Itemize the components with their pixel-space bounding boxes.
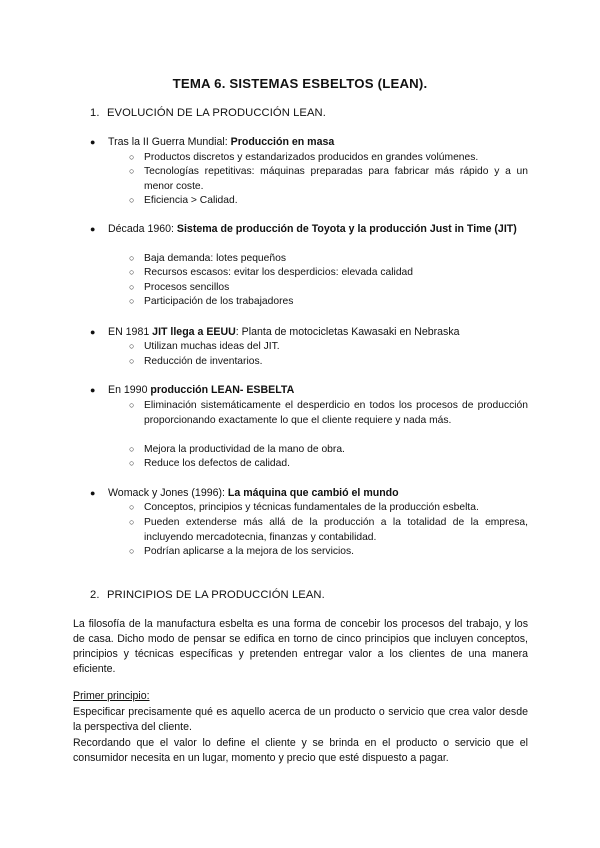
sub-item: [129, 193, 528, 208]
sub-item-text: Reduce los defectos de calidad.: [144, 458, 290, 469]
bullet-prefix: Década 1960:: [108, 223, 177, 235]
sub-item-text: Mejora la productividad de la mano de obra.: [144, 444, 345, 455]
circle-bullet-icon: ○: [129, 296, 135, 306]
bullet-bold: producción LEAN- ESBELTA: [150, 384, 295, 396]
bullet-prefix: Tras la II Guerra Mundial:: [108, 136, 231, 148]
bullet-item-womack-jones: [90, 486, 528, 501]
sub-item-text: Pueden extenderse más allá de la producción a la totalidad de la empresa, incluyendo mercadotecnia, finanzas y contabilidad.: [144, 517, 528, 543]
sub-item: [129, 544, 528, 559]
section-heading-2: [90, 589, 325, 601]
sub-item: [129, 251, 528, 266]
sub-item: [129, 442, 528, 457]
section-number: 1.: [90, 107, 100, 119]
circle-bullet-icon: ○: [129, 444, 135, 454]
circle-bullet-icon: ○: [129, 400, 135, 410]
circle-bullet-icon: ○: [129, 458, 135, 468]
bullet-prefix: En 1990: [108, 384, 151, 396]
circle-bullet-icon: ○: [129, 253, 135, 263]
sub-item-text: Podrían aplicarse a la mejora de los servicios.: [144, 546, 355, 557]
sub-item-text: Productos discretos y estandarizados producidos en grandes volúmenes.: [144, 152, 479, 163]
bullet-icon: ●: [90, 224, 96, 234]
sub-item-text: Baja demanda: lotes pequeños: [144, 253, 286, 264]
principle-heading: Primer principio:: [73, 690, 150, 702]
bullet-item-toyota: [90, 222, 528, 237]
sub-item: [129, 339, 528, 354]
bullet-bold: La máquina que cambió el mundo: [227, 487, 399, 499]
page-title: TEMA 6. SISTEMAS ESBELTOS (LEAN).: [172, 76, 428, 91]
bullet-item-jit-usa: [90, 325, 528, 340]
sub-item: [129, 515, 528, 545]
sub-item: [129, 280, 528, 295]
bullet-icon: ●: [90, 137, 96, 147]
bullet-bold: Sistema de producción de Toyota y la producción Just in Time (JIT): [176, 223, 517, 235]
circle-bullet-icon: ○: [129, 356, 135, 366]
bullet-icon: ●: [90, 327, 96, 337]
bullet-icon: ●: [90, 385, 96, 395]
sub-item: [129, 265, 528, 280]
sub-item-text: Conceptos, principios y técnicas fundamentales de la producción esbelta.: [144, 502, 479, 513]
sub-item: [129, 398, 528, 428]
sub-item-text: Eliminación sistemáticamente el desperdicio en todos los procesos de producción proporcionando exactamente lo que el cliente requiere y nada más.: [144, 400, 528, 426]
sub-item: [129, 164, 528, 194]
sub-item-text: Tecnologías repetitivas: máquinas preparadas para fabricar más rápido y a un menor coste.: [144, 166, 528, 192]
section-number: 2.: [90, 589, 100, 601]
bullet-item-mass-production: [90, 135, 528, 150]
section-label: EVOLUCIÓN DE LA PRODUCCIÓN LEAN.: [107, 107, 326, 119]
circle-bullet-icon: ○: [129, 152, 135, 162]
sub-item: [129, 294, 528, 309]
bullet-suffix: : Planta de motocicletas Kawasaki en Nebraska: [235, 326, 460, 338]
sub-item: [129, 456, 528, 471]
sub-item: [129, 500, 528, 515]
sub-item: [129, 150, 528, 165]
circle-bullet-icon: ○: [129, 166, 135, 176]
circle-bullet-icon: ○: [129, 195, 135, 205]
circle-bullet-icon: ○: [129, 282, 135, 292]
section-label: PRINCIPIOS DE LA PRODUCCIÓN LEAN.: [107, 589, 325, 601]
sub-item: [129, 354, 528, 369]
sub-item-text: Participación de los trabajadores: [144, 296, 294, 307]
sub-item-text: Procesos sencillos: [144, 282, 230, 293]
principle-text: Especificar precisamente qué es aquello acerca de un producto o servicio que crea valor desde la perspectiva del cliente.: [73, 706, 528, 733]
circle-bullet-icon: ○: [129, 267, 135, 277]
circle-bullet-icon: ○: [129, 502, 135, 512]
circle-bullet-icon: ○: [129, 517, 135, 527]
circle-bullet-icon: ○: [129, 341, 135, 351]
principle-text: Recordando que el valor lo define el cliente y se brinda en el producto o servicio que el consumidor necesita en un lugar, momento y precio que esté dispuesto a pagar.: [73, 737, 528, 764]
bullet-item-lean: [90, 383, 528, 398]
sub-item-text: Utilizan muchas ideas del JIT.: [144, 341, 280, 352]
sub-item-text: Eficiencia > Calidad.: [144, 195, 238, 206]
bullet-prefix: Womack y Jones (1996):: [108, 487, 228, 499]
bullet-icon: ●: [90, 488, 96, 498]
sub-item-text: Reducción de inventarios.: [144, 356, 263, 367]
section-heading-1: [90, 107, 326, 119]
sub-item-text: Recursos escasos: evitar los desperdicios: elevada calidad: [144, 267, 414, 278]
bullet-bold: Producción en masa: [230, 136, 335, 148]
bullet-bold: JIT llega a EEUU: [152, 326, 236, 338]
bullet-prefix: EN 1981: [108, 326, 153, 338]
circle-bullet-icon: ○: [129, 546, 135, 556]
intro-paragraph: La filosofía de la manufactura esbelta es una forma de concebir los procesos del trabajo, y los de casa. Dicho modo de pensar se edifica en torno de cinco principios que incluyen conceptos, principios y técnicas específicas y pretenden entregar valor a los clientes de una manera eficiente.: [73, 618, 528, 675]
